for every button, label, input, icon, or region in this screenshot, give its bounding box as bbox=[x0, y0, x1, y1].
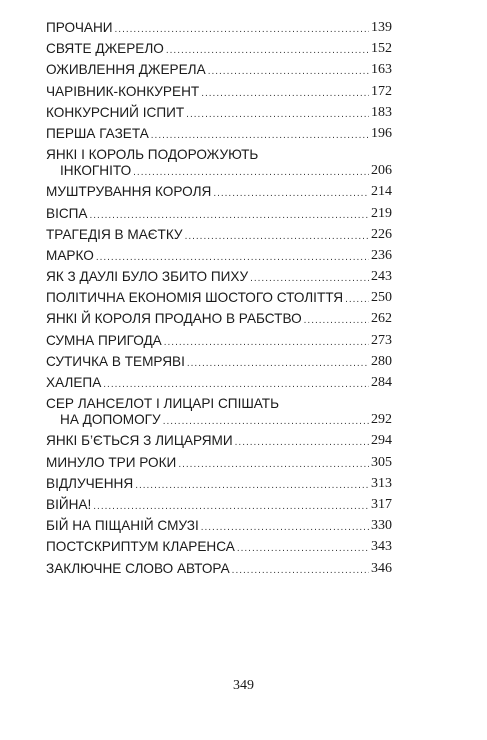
toc-entry-title: ОЖИВЛЕННЯ ДЖЕРЕЛА bbox=[46, 62, 206, 78]
dot-leader bbox=[345, 294, 369, 306]
dot-leader bbox=[304, 315, 369, 327]
toc-entry bbox=[46, 206, 392, 222]
toc-entry-page: 305 bbox=[371, 454, 392, 470]
dot-leader bbox=[163, 416, 369, 428]
dot-leader bbox=[93, 501, 369, 513]
dot-leader bbox=[151, 130, 369, 142]
toc-entry-page: 313 bbox=[371, 475, 392, 491]
toc-entry-title: ЯНКІ І КОРОЛЬ ПОДОРОЖУЮТЬ bbox=[46, 147, 259, 163]
dot-leader bbox=[133, 167, 369, 179]
toc-entry-page: 226 bbox=[371, 226, 392, 242]
toc-entry-page: 152 bbox=[371, 41, 392, 57]
toc-entry-title: ВІЙНА! bbox=[46, 496, 92, 512]
toc-entry bbox=[46, 518, 392, 534]
dot-leader bbox=[135, 480, 369, 492]
toc-entry-title: ХАЛЕПА bbox=[46, 375, 102, 390]
toc-entry bbox=[46, 84, 392, 100]
toc-entry bbox=[46, 333, 392, 349]
toc-entry-page: 284 bbox=[371, 375, 392, 390]
toc-entry bbox=[46, 561, 392, 577]
toc-entry bbox=[46, 62, 392, 78]
dot-leader bbox=[187, 358, 369, 370]
toc-entry-title-continued: ІНКОГНІТО bbox=[60, 163, 132, 179]
dot-leader bbox=[164, 337, 369, 349]
toc-entry-page: 196 bbox=[371, 125, 392, 141]
toc-entry-page: 172 bbox=[371, 83, 392, 99]
toc-entry-title: СУМНА ПРИГОДА bbox=[46, 332, 162, 348]
toc-entry-page: 206 bbox=[371, 163, 392, 179]
toc-entry-page: 330 bbox=[371, 518, 392, 534]
toc-entry-page: 262 bbox=[371, 311, 392, 327]
table-of-contents bbox=[46, 20, 392, 582]
toc-entry-page: 250 bbox=[371, 290, 392, 306]
dot-leader bbox=[237, 543, 369, 555]
toc-entry bbox=[46, 147, 392, 179]
toc-entry-title: ПЕРША ГАЗЕТА bbox=[46, 125, 149, 141]
dot-leader bbox=[201, 88, 369, 100]
toc-entry-title: МИНУЛО ТРИ РОКИ bbox=[46, 454, 177, 470]
toc-entry bbox=[46, 354, 392, 370]
toc-entry bbox=[46, 105, 392, 121]
dot-leader bbox=[186, 109, 369, 121]
toc-entry-page: 343 bbox=[371, 539, 392, 555]
toc-entry-title: ЧАРІВНИК-КОНКУРЕНТ bbox=[46, 83, 200, 99]
toc-entry-page: 292 bbox=[371, 412, 392, 428]
toc-entry-page: 243 bbox=[371, 269, 392, 285]
dot-leader bbox=[166, 45, 369, 57]
toc-entry-title: ЯНКІ Й КОРОЛЯ ПРОДАНО В РАБСТВО bbox=[46, 311, 302, 327]
dot-leader bbox=[208, 66, 369, 78]
toc-entry-page: 214 bbox=[371, 184, 392, 200]
toc-entry-title: МАРКО bbox=[46, 247, 94, 263]
toc-entry bbox=[46, 248, 392, 264]
toc-entry bbox=[46, 20, 392, 36]
dot-leader bbox=[90, 210, 370, 222]
toc-entry bbox=[46, 184, 392, 200]
toc-entry bbox=[46, 126, 392, 142]
dot-leader bbox=[250, 273, 369, 285]
dot-leader bbox=[201, 522, 369, 534]
toc-entry-page: 346 bbox=[371, 560, 392, 576]
toc-entry-page: 163 bbox=[371, 62, 392, 78]
toc-entry-title: МУШТРУВАННЯ КОРОЛЯ bbox=[46, 184, 212, 200]
toc-entry-page: 273 bbox=[371, 332, 392, 348]
toc-entry bbox=[46, 539, 392, 555]
toc-entry-title-continued: НА ДОПОМОГУ bbox=[60, 412, 161, 428]
toc-entry bbox=[46, 269, 392, 285]
toc-entry-title: БІЙ НА ПІЩАНІЙ СМУЗІ bbox=[46, 518, 199, 534]
toc-entry bbox=[46, 396, 392, 428]
toc-entry bbox=[46, 455, 392, 471]
toc-entry-title: ВІСПА bbox=[46, 205, 88, 221]
toc-entry-page: 236 bbox=[371, 247, 392, 263]
dot-leader bbox=[96, 252, 369, 264]
toc-entry-title: ЯК З ДАУЛІ БУЛО ЗБИТО ПИХУ bbox=[46, 269, 249, 285]
toc-entry-page: 183 bbox=[371, 104, 392, 120]
toc-entry bbox=[46, 227, 392, 243]
dot-leader bbox=[115, 24, 369, 36]
toc-entry bbox=[46, 41, 392, 57]
toc-entry-title: КОНКУРСНИЙ ІСПИТ bbox=[46, 104, 185, 120]
toc-entry-title: ПОСТСКРИПТУМ КЛАРЕНСА bbox=[46, 539, 235, 555]
toc-entry-page: 219 bbox=[371, 205, 392, 221]
toc-entry-page: 139 bbox=[371, 20, 392, 35]
toc-entry bbox=[46, 497, 392, 513]
dot-leader bbox=[232, 565, 369, 577]
toc-entry-title: ЯНКІ Б’ЄТЬСЯ З ЛИЦАРЯМИ bbox=[46, 433, 233, 449]
dot-leader bbox=[235, 437, 369, 449]
toc-entry bbox=[46, 290, 392, 306]
toc-entry-title: ВІДЛУЧЕННЯ bbox=[46, 475, 134, 491]
toc-entry bbox=[46, 433, 392, 449]
toc-entry bbox=[46, 375, 392, 391]
toc-entry bbox=[46, 311, 392, 327]
dot-leader bbox=[178, 459, 369, 471]
dot-leader bbox=[213, 188, 369, 200]
toc-entry bbox=[46, 476, 392, 492]
page-number: 349 bbox=[233, 678, 254, 693]
toc-entry-title: СЕР ЛАНСЕЛОТ І ЛИЦАРІ СПІШАТЬ bbox=[46, 396, 280, 412]
toc-entry-title: ПРОЧАНИ bbox=[46, 20, 113, 35]
toc-entry-title: СУТИЧКА В ТЕМРЯВІ bbox=[46, 353, 185, 369]
toc-entry-title: ЗАКЛЮЧНЕ СЛОВО АВТОРА bbox=[46, 560, 230, 576]
toc-entry-title: ТРАГЕДІЯ В МАЄТКУ bbox=[46, 226, 183, 242]
dot-leader bbox=[185, 231, 369, 243]
dot-leader bbox=[103, 379, 369, 391]
toc-entry-title: СВЯТЕ ДЖЕРЕЛО bbox=[46, 41, 164, 57]
toc-entry-page: 317 bbox=[371, 496, 392, 512]
toc-entry-page: 280 bbox=[371, 353, 392, 369]
toc-entry-title: ПОЛІТИЧНА ЕКОНОМІЯ ШОСТОГО СТОЛІТТЯ bbox=[46, 290, 344, 306]
toc-entry-page: 294 bbox=[371, 433, 392, 449]
